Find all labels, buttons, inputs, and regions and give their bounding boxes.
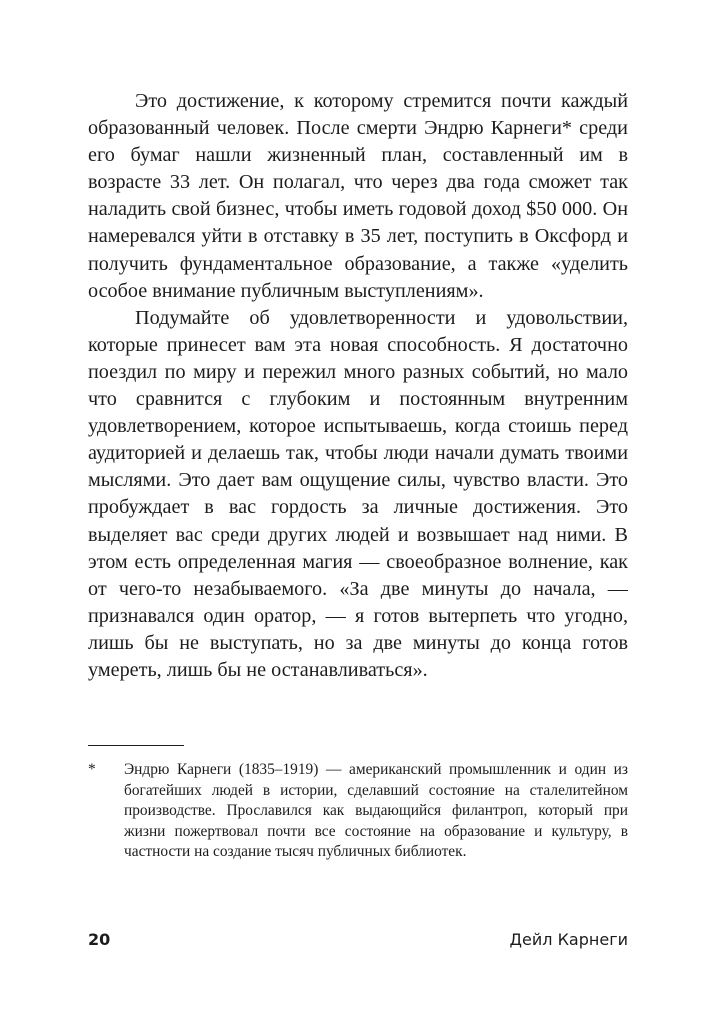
- footnote-marker: *: [88, 761, 96, 778]
- main-text: [88, 88, 628, 684]
- running-footer-title: Дейл Карнеги: [509, 930, 628, 949]
- paragraph: Это достижение, к которому стремится почти каждый образованный человек. После смерти Эндрю Карнеги* среди его бумаг нашли жизненный план, составленный им в возрасте 33 лет. Он полагал, что через два года сможет так наладить свой бизнес, чтобы иметь годовой доход $50 000. Он намеревался уйти в отставку в 35 лет, поступить в Оксфорд и получить фундаментальное образование, а также «уделить особое внимание публичным выступлениям».: [88, 90, 628, 302]
- paragraph: Подумайте об удовлетворенности и удовольствии, которые принесет вам эта новая способность. Я достаточно поездил по миру и пережил много разных событий, но мало что сравнится с глубоким и постоянным внутренним удовлетворением, которое испытываешь, когда стоишь перед аудиторией и делаешь так, чтобы люди начали думать твоими мыслями. Это дает вам ощущение силы, чувство власти. Это пробуждает в вас гордость за личные достижения. Это выделяет вас среди других людей и возвышает над ними. В этом есть определенная магия — своеобразное волнение, как от чего-то незабываемого. «За две минуты до начала, — признавался один оратор, — я готов вытерпеть что угодно, лишь бы не выступать, но за две минуты до конца готов умереть, лишь бы не останавливаться».: [88, 306, 628, 681]
- footnote-separator: [88, 745, 184, 746]
- footnote: [88, 760, 628, 863]
- footnote-text: Эндрю Карнеги (1835–1919) — американский промышленник и один из богатейших людей в истории, сделавший состояние на сталелитейном производстве. Прославился как выдающийся филантроп, который при жизни пожертвовал почти все состояние на образование и культуру, в частности на создание тысяч публичных библиотек.: [124, 761, 628, 861]
- page-number: 20: [88, 930, 111, 949]
